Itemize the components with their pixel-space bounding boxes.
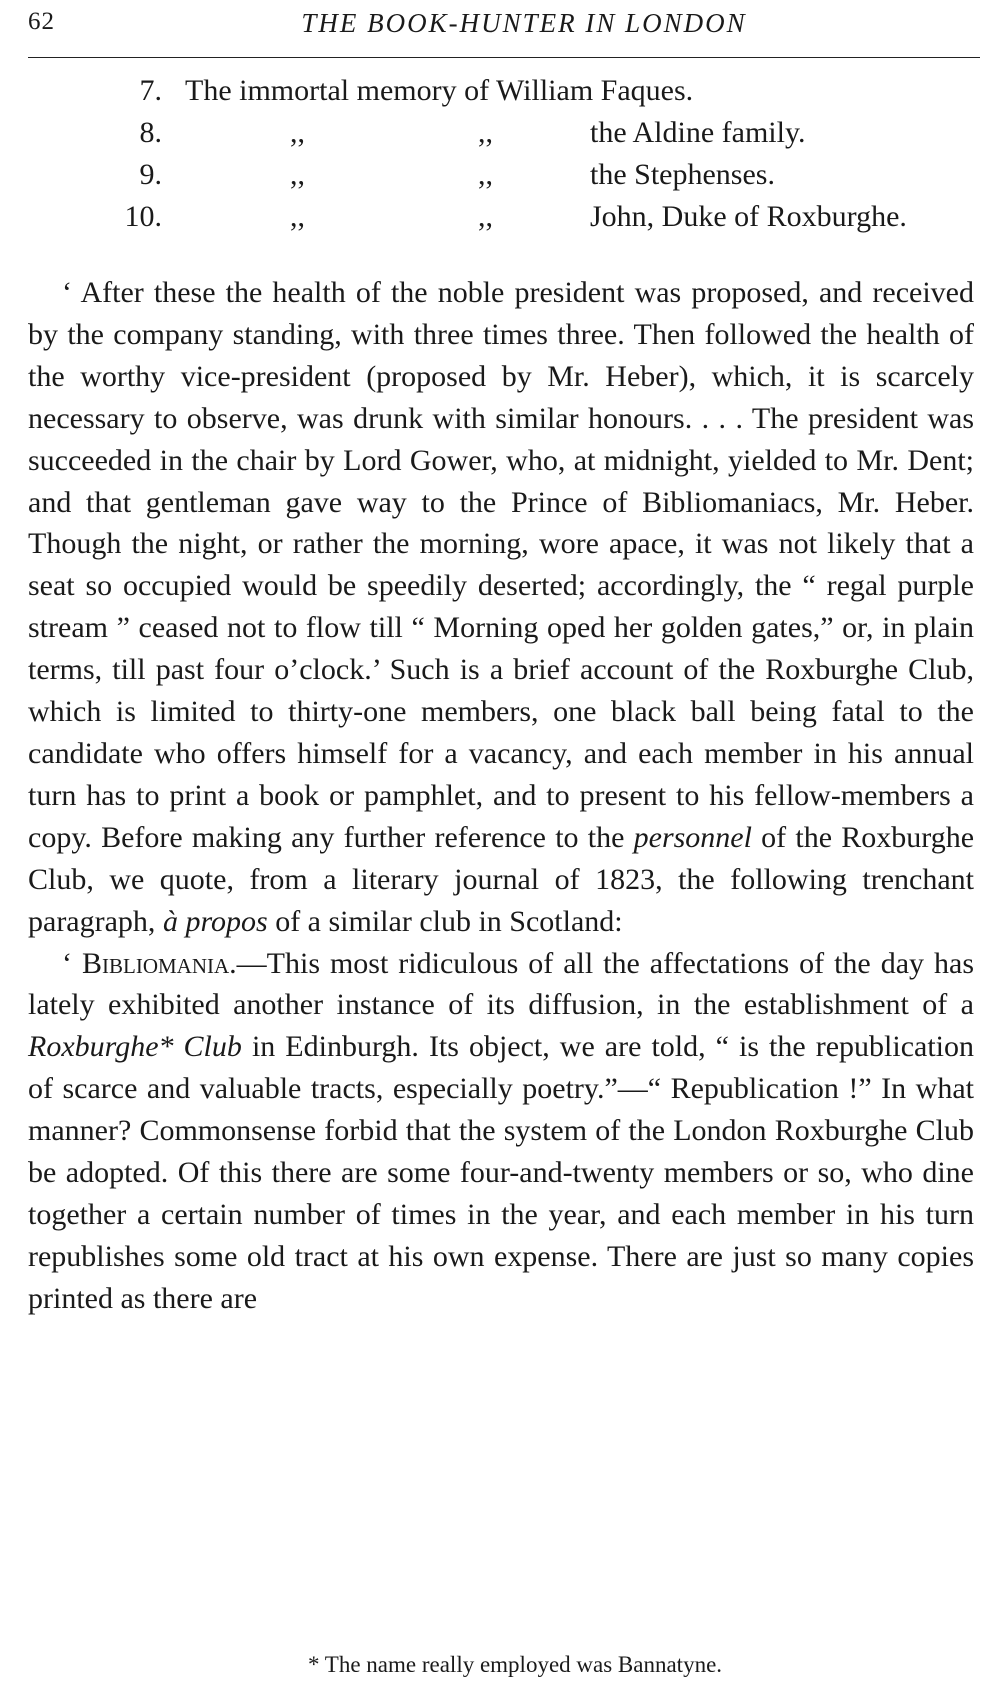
text-run: in Edinburgh. Its object, we are told, “ is the republication of scarce and valuable tracts, especially poetry.”—“ Republication !” In what manner? Commonsense forbid that the system of the London Roxburghe Club be adopted. Of this there are some four-and-twenty members or so, who dine together a certain number of times in the year, and each member in his turn republishes some old tract at his own expense. There are just so many copies printed as there are — [28, 1030, 974, 1315]
paragraph-bibliomania-quote — [28, 943, 974, 1320]
text-run: of the Roxburghe Club, we quote, from a literary journal of 1823, the following trenchant paragraph, — [28, 820, 975, 938]
text-run: ‘ After these the health of the noble president was proposed, and received by the company standing, with three times three. Then followed the health of the worthy vice-president (proposed by Mr. Heber), which, it is scarcely necessary to observe, was drunk with similar honours. . . . The president was succeeded in the chair by Lord Gower, who, at midnight, yielded to Mr. Dent; and that gentleman gave way to the Prince of Bibliomaniacs, Mr. Heber. Though the night, or rather the morning, wore apace, it was not likely that a seat so occupied would be speedily deserted; accordingly, the “ regal purple stream ” ceased not to flow till “ Morning oped her golden gates,” or, in plain terms, till past four o’clock.’ Such is a brief account of the Roxburghe Club, which is limited to thirty-one members, one black ball being fatal to the candidate who offers himself for a vacancy, and each member in his annual turn has to print a book or pamphlet, and to present to his fellow-members a copy. Before making any further reference to the — [28, 276, 974, 854]
footnote: * The name really employed was Bannatyne. — [307, 1652, 723, 1677]
text-run: —This most ridiculous of all the affectations of the day has lately exhibited another instance of its diffusion, in the establishment of a — [28, 946, 975, 1022]
toast-number: 10. — [124, 200, 162, 233]
ditto-mark: ,, — [290, 158, 305, 191]
toast-name: the Aldine family. — [590, 116, 806, 149]
toast-list — [0, 70, 1000, 238]
toast-number: 7. — [139, 74, 162, 107]
toast-name: the Stephenses. — [590, 158, 775, 191]
paragraph-roxburghe-dinner — [28, 272, 974, 943]
ditto-mark: ,, — [478, 200, 493, 233]
italic-term: personnel — [633, 820, 752, 854]
body-text — [28, 272, 974, 1320]
italic-term: à propos — [162, 904, 268, 938]
page-header — [28, 8, 980, 48]
ditto-mark: ,, — [290, 200, 305, 233]
ditto-mark: ,, — [478, 116, 493, 149]
ditto-mark: ,, — [290, 116, 305, 149]
toast-item — [0, 154, 1000, 196]
header-rule — [28, 57, 980, 58]
toast-name: John, Duke of Roxburghe. — [590, 200, 907, 233]
text-run: of a similar club in Scotland: — [275, 904, 623, 938]
page-number: 62 — [28, 8, 55, 35]
toast-number: 9. — [139, 158, 162, 191]
toast-item — [0, 196, 1000, 238]
running-head: THE BOOK-HUNTER IN LONDON — [301, 8, 747, 38]
smallcaps-heading: Bibliomania. — [81, 946, 237, 980]
open-quote: ‘ — [62, 946, 72, 980]
italic-term: Roxburghe* Club — [28, 1030, 242, 1064]
toast-item — [0, 112, 1000, 154]
toast-number: 8. — [139, 116, 162, 149]
toast-text: The immortal memory of William Faques. — [185, 74, 694, 107]
ditto-mark: ,, — [478, 158, 493, 191]
toast-item — [0, 70, 1000, 112]
